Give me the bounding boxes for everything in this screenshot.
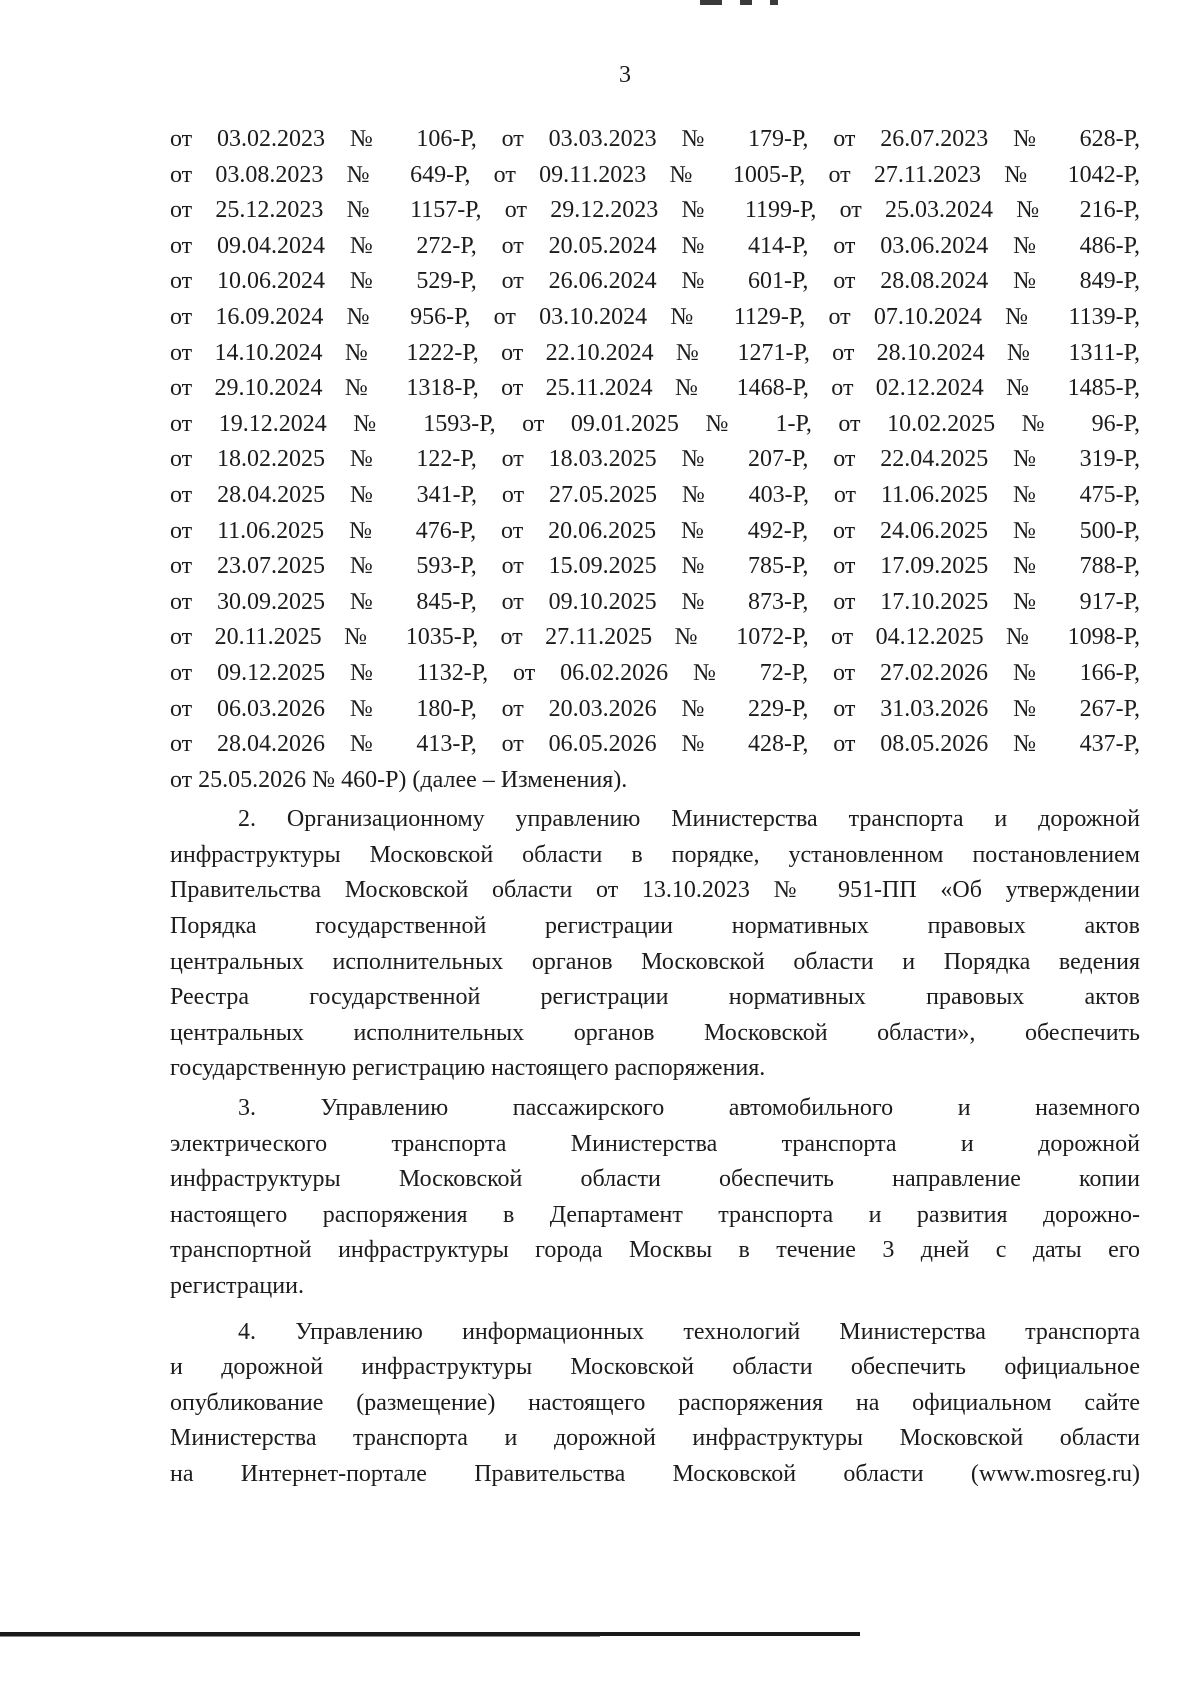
paragraph-last-line: государственную регистрацию настоящего распоряжения.: [170, 1055, 766, 1082]
paragraph-line: 2. Организационному управлению Министерства транспорта и дорожной: [238, 806, 1140, 833]
paragraph-line: и дорожной инфраструктуры Московской области обеспечить официальное: [170, 1354, 1140, 1381]
paragraph-line: инфраструктуры Московской области в порядке, установленном постановлением: [170, 841, 1140, 868]
list-line: от 23.07.2025 № 593-Р, от 15.09.2025 № 785-Р, от 17.09.2025 № 788-Р,: [170, 553, 1140, 580]
list-line: от 18.02.2025 № 122-Р, от 18.03.2025 № 207-Р, от 22.04.2025 № 319-Р,: [170, 446, 1140, 473]
list-line: от 03.08.2023 № 649-Р, от 09.11.2023 № 1005-Р, от 27.11.2023 № 1042-Р,: [170, 161, 1140, 188]
list-line: от 09.04.2024 № 272-Р, от 20.05.2024 № 414-Р, от 03.06.2024 № 486-Р,: [170, 232, 1140, 259]
paragraph-line: электрического транспорта Министерства транспорта и дорожной: [170, 1130, 1140, 1157]
paragraph-line: Реестра государственной регистрации нормативных правовых актов: [170, 984, 1140, 1011]
list-line: от 28.04.2026 № 413-Р, от 06.05.2026 № 428-Р, от 08.05.2026 № 437-Р,: [170, 731, 1140, 758]
list-line: от 06.03.2026 № 180-Р, от 20.03.2026 № 229-Р, от 31.03.2026 № 267-Р,: [170, 695, 1140, 722]
scan-artifact-top: [700, 0, 790, 6]
paragraph-line: Министерства транспорта и дорожной инфраструктуры Московской области: [170, 1425, 1140, 1452]
paragraph-line: центральных исполнительных органов Московской области и Порядка ведения: [170, 948, 1140, 975]
paragraph-3: [170, 1091, 1140, 1305]
paragraph-line: опубликование (размещение) настоящего распоряжения на официальном сайте: [170, 1389, 1140, 1416]
list-line: от 25.12.2023 № 1157-Р, от 29.12.2023 № 1199-Р, от 25.03.2024 № 216-Р,: [170, 197, 1140, 224]
list-line: от 03.02.2023 № 106-Р, от 03.03.2023 № 179-Р, от 26.07.2023 № 628-Р,: [170, 126, 1140, 152]
document-body: [170, 122, 1140, 1493]
paragraph-2: [170, 802, 1140, 1087]
list-line: от 11.06.2025 № 476-Р, от 20.06.2025 № 492-Р, от 24.06.2025 № 500-Р,: [170, 517, 1140, 544]
paragraph-line: Порядка государственной регистрации нормативных правовых актов: [170, 913, 1140, 940]
list-line: от 20.11.2025 № 1035-Р, от 27.11.2025 № 1072-Р, от 04.12.2025 № 1098-Р,: [170, 624, 1140, 651]
amendments-list: [170, 122, 1140, 798]
paragraph-line: Правительства Московской области от 13.10.2023 № 951-ПП «Об утверждении: [170, 877, 1140, 904]
list-line: от 14.10.2024 № 1222-Р, от 22.10.2024 № 1271-Р, от 28.10.2024 № 1311-Р,: [170, 339, 1140, 366]
paragraph-line: на Интернет-портале Правительства Московской области (www.mosreg.ru): [170, 1460, 1140, 1487]
paragraph-line: транспортной инфраструктуры города Москвы в течение 3 дней с даты его: [170, 1237, 1140, 1264]
list-last-line: от 25.05.2026 № 460-Р) (далее – Изменения).: [170, 766, 628, 793]
scan-bottom-rule-shadow: [0, 1636, 600, 1637]
paragraph-last-line: регистрации.: [170, 1273, 304, 1299]
list-line: от 09.12.2025 № 1132-Р, от 06.02.2026 № 72-Р, от 27.02.2026 № 166-Р,: [170, 659, 1140, 686]
paragraph-line: 3. Управлению пассажирского автомобильного и наземного: [238, 1095, 1140, 1122]
paragraph-line: инфраструктуры Московской области обеспечить направление копии: [170, 1166, 1140, 1193]
list-line: от 10.06.2024 № 529-Р, от 26.06.2024 № 601-Р, от 28.08.2024 № 849-Р,: [170, 268, 1140, 295]
paragraph-line: 4. Управлению информационных технологий Министерства транспорта: [238, 1318, 1140, 1345]
list-line: от 16.09.2024 № 956-Р, от 03.10.2024 № 1129-Р, от 07.10.2024 № 1139-Р,: [170, 303, 1140, 330]
paragraph-4: [170, 1315, 1140, 1493]
list-line: от 29.10.2024 № 1318-Р, от 25.11.2024 № 1468-Р, от 02.12.2024 № 1485-Р,: [170, 375, 1140, 402]
page-number: 3: [619, 62, 631, 88]
list-line: от 30.09.2025 № 845-Р, от 09.10.2025 № 873-Р, от 17.10.2025 № 917-Р,: [170, 588, 1140, 615]
list-line: от 28.04.2025 № 341-Р, от 27.05.2025 № 403-Р, от 11.06.2025 № 475-Р,: [170, 481, 1140, 508]
list-line: от 19.12.2024 № 1593-Р, от 09.01.2025 № 1-Р, от 10.02.2025 № 96-Р,: [170, 410, 1140, 437]
paragraph-line: настоящего распоряжения в Департамент транспорта и развития дорожно-: [170, 1201, 1140, 1228]
paragraph-line: центральных исполнительных органов Московской области», обеспечить: [170, 1019, 1140, 1046]
